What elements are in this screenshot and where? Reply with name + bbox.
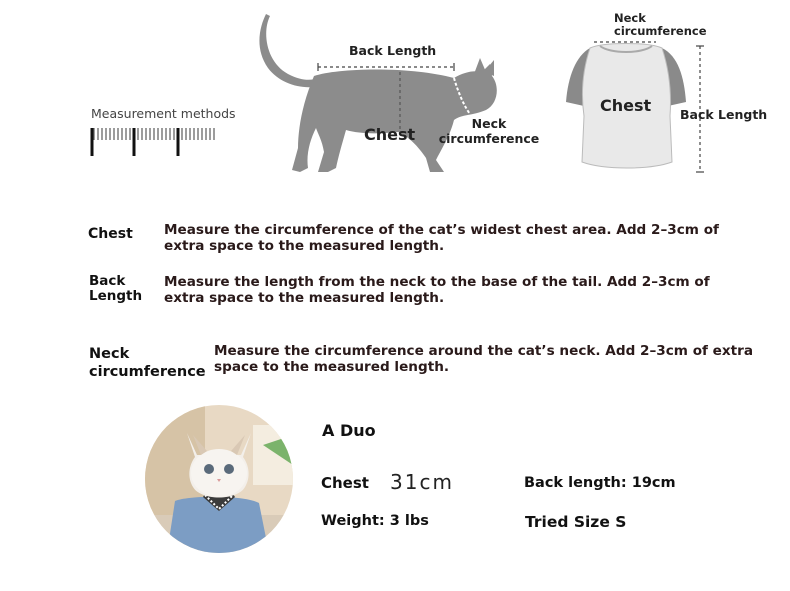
instruction-term-neck-line1: Neck xyxy=(89,346,130,362)
shirt-neck-label xyxy=(614,12,707,38)
cat-photo-illustration xyxy=(145,405,293,553)
cat-silhouette xyxy=(259,14,496,172)
example-weight: Weight: 3 lbs xyxy=(321,513,429,529)
cat-neck-label-line2: circumference xyxy=(438,131,540,146)
instruction-term-chest: Chest xyxy=(88,226,133,242)
example-back-length: Back length: 19cm xyxy=(524,475,676,491)
instruction-term-back-length xyxy=(89,274,142,304)
shirt-chest-label: Chest xyxy=(600,96,652,115)
cat-chest-label: Chest xyxy=(364,125,416,144)
cat-silhouette-diagram xyxy=(258,12,518,182)
example-cat-name: A Duo xyxy=(322,421,376,440)
instruction-desc-back-length: Measure the length from the neck to the base of the tail. Add 2–3cm of extra space to the measured length. xyxy=(164,274,710,306)
shirt-neck-label-line2: circumference xyxy=(614,24,707,38)
shirt-neck-label-line1: Neck xyxy=(614,11,646,25)
shirt-back-length-label: Back Length xyxy=(680,107,768,122)
example-tried-size: Tried Size S xyxy=(525,513,627,531)
instruction-desc-neck: Measure the circumference around the cat’s neck. Add 2–3cm of extra space to the measured length. xyxy=(214,343,754,375)
measurement-methods-label: Measurement methods xyxy=(91,106,236,121)
cat-neck-label-line1: Neck xyxy=(471,116,507,131)
cat-neck-label xyxy=(434,116,544,146)
cat-back-length-label: Back Length xyxy=(349,43,437,58)
instruction-term-neck-line2: circumference xyxy=(89,364,206,380)
instruction-term-back-line2: Length xyxy=(89,288,143,304)
instruction-term-back-line1: Back xyxy=(89,273,126,289)
instruction-term-neck xyxy=(89,345,206,381)
example-chest-label: Chest xyxy=(321,474,369,492)
example-chest-value: 31cm xyxy=(390,470,454,494)
ruler-icon xyxy=(90,126,220,158)
instruction-desc-chest: Measure the circumference of the cat’s widest chest area. Add 2–3cm of extra space to the measured length. xyxy=(164,222,719,254)
cat-photo xyxy=(145,405,293,553)
